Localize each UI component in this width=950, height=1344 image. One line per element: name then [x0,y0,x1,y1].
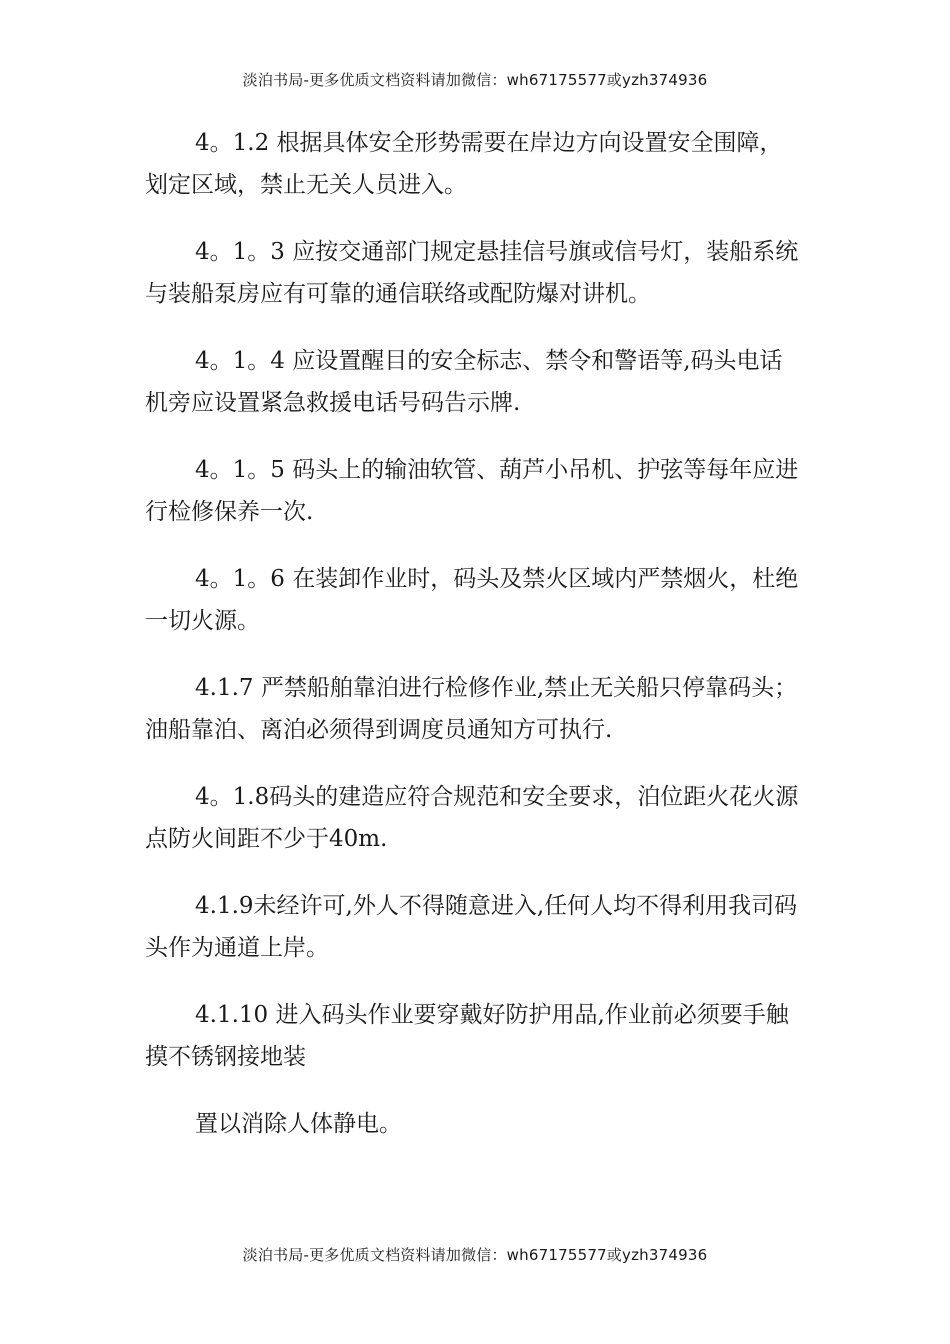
clause-4-1-10-continuation: 置以消除人体静电。 [195,1111,402,1137]
clause-4-1-10: 4.1.10 进入码头作业要穿戴好防护用品,作业前必须要手触摸不锈钢接地装 [145,1002,789,1070]
clause-4-1-3: 4。1。3 应按交通部门规定悬挂信号旗或信号灯，装船系统与装船泵房应有可靠的通信联络或配防爆对讲机。 [145,239,799,307]
document-body [145,122,805,1145]
clause-4-1-8: 4。1.8码头的建造应符合规范和安全要求，泊位距火花火源点防火间距不少于40m. [145,784,799,852]
clause-4-1-9: 4.1.9未经许可,外人不得随意进入,任何人均不得利用我司码头作为通道上岸。 [145,893,798,961]
page-header: 淡泊书局-更多优质文档资料请加微信：wh67175577或yzh374936 [242,71,708,89]
clause-4-1-2: 4。1.2 根据具体安全形势需要在岸边方向设置安全围障，划定区域，禁止无关人员进入。 [145,130,783,198]
page-footer: 淡泊书局-更多优质文档资料请加微信：wh67175577或yzh374936 [242,1246,708,1264]
clause-4-1-5: 4。1。5 码头上的输油软管、葫芦小吊机、护弦等每年应进行检修保养一次. [145,457,799,525]
clause-4-1-4: 4。1。4 应设置醒目的安全标志、禁令和警语等,码头电话机旁应设置紧急救援电话号码告示牌. [145,348,783,416]
clause-4-1-7: 4.1.7 严禁船舶靠泊进行检修作业,禁止无关船只停靠码头；油船靠泊、离泊必须得到调度员通知方可执行. [145,675,798,743]
clause-4-1-6: 4。1。6 在装卸作业时，码头及禁火区域内严禁烟火，杜绝一切火源。 [145,566,799,634]
